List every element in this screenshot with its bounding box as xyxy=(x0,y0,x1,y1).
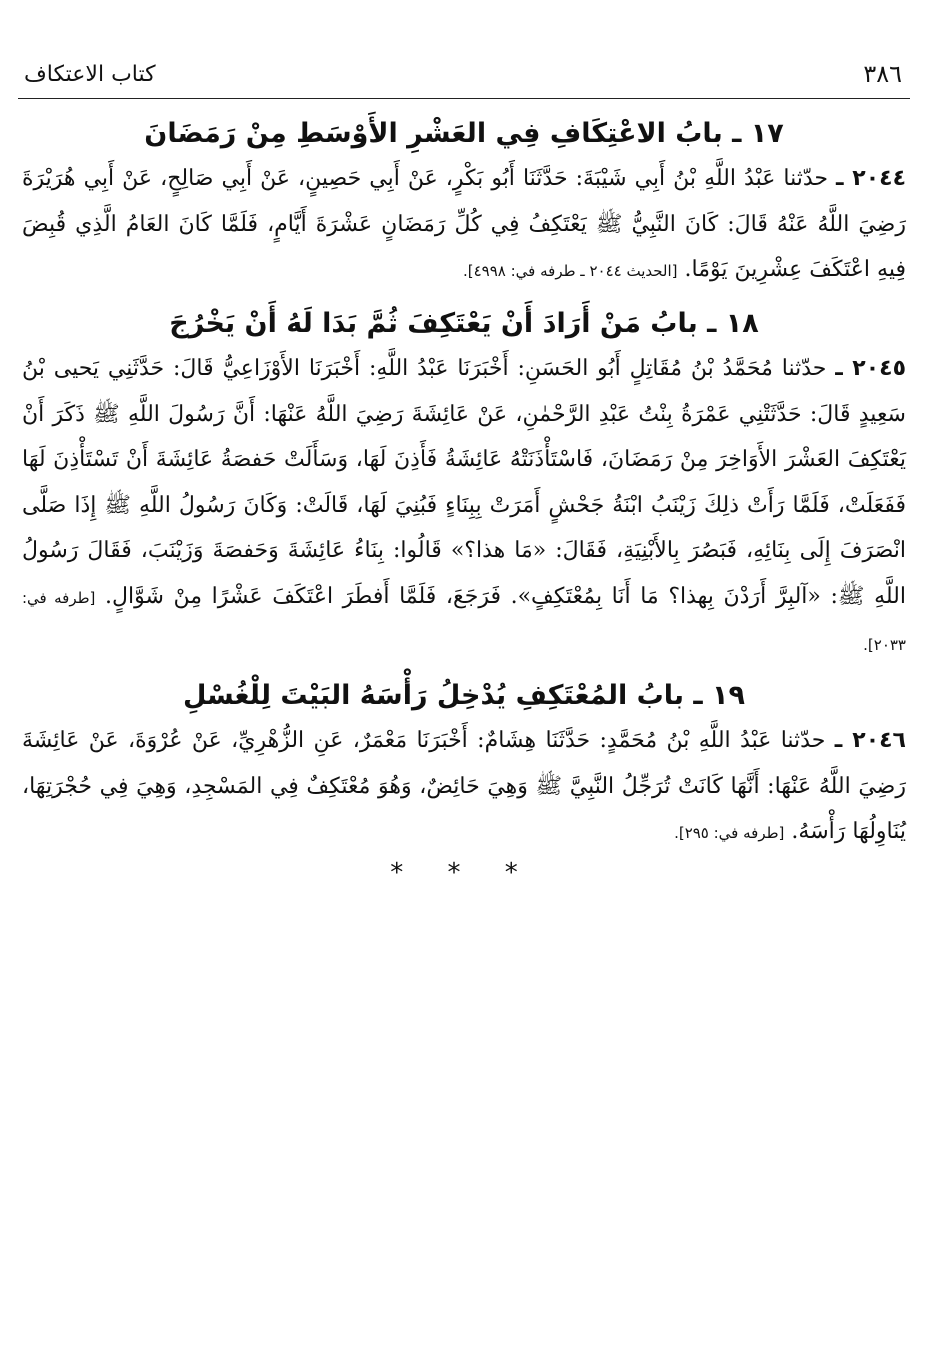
cross-reference: [الحديث ٢٠٤٤ ـ طرفه في: ٤٩٩٨]. xyxy=(462,262,678,280)
hadith-2046 xyxy=(22,718,906,857)
chapter-18 xyxy=(22,302,906,669)
hadith-2044 xyxy=(22,156,906,295)
cross-reference: [طرفه في: ٢٩٥]. xyxy=(674,824,785,842)
hadith-body: حدّثنا مُحَمَّدُ بْنُ مُقَاتِلٍ أَبُو الحَسَنِ: أَخْبَرَنَا عَبْدُ اللَّهِ: أَخْبَرَنَا الأَوْزَاعِيُّ قَالَ: حَدَّثَنِي يَحيى بْنُ سَعِيدٍ قَالَ: حَدَّثَتْنِي عَمْرَةُ بِنْتُ عَبْدِ الرَّحْمٰنِ، عَنْ عَائِشَةَ رَضِيَ اللَّهُ عَنْهَا: أَنَّ رَسُولَ اللَّهِ ﷺ ذَكَرَ أَنْ يَعْتَكِفَ العَشْرَ الأَوَاخِرَ مِنْ رَمَضَانَ، فَاسْتَأْذَنَتْهُ عَائِشَةُ فَأَذِنَ لَهَا، وَسَأَلَتْ حَفصَةُ عَائِشَةَ أَنْ تَسْتَأْذِنَ لَهَا فَفَعَلَتْ، فَلَمَّا رَأَتْ ذلِكَ زَيْنَبُ ابْنَةُ جَحْشٍ أَمَرَتْ بِبِنَاءٍ فَبُنِيَ لَهَا، قَالَتْ: وَكَانَ رَسُولُ اللَّهِ ﷺ إِذَا صَلَّى انْصَرَفَ إِلَى بِنَائِهِ، فَبَصُرَ بِالأَبْنِيَةِ، فَقَالَ: «مَا هذا؟» قَالُوا: بِنَاءُ عَائِشَةَ وَحَفصَةَ وَزَيْنَبَ، فَقَالَ رَسُولُ اللَّهِ ﷺ: «آلبِرَّ أَرَدْنَ بِهذا؟ مَا أَنَا بِمُعْتَكِفٍ». فَرَجَعَ، فَلَمَّا أَفطَرَ اعْتَكَفَ عَشْرًا مِنْ شَوَّالٍ. xyxy=(22,356,906,609)
hadith-number: ٢٠٤٤ ـ xyxy=(836,166,906,191)
hadith-2045 xyxy=(22,346,906,669)
chapter-heading: ١٧ ـ بابُ الاعْتِكَافِ فِي العَشْرِ الأَوْسَطِ مِنْ رَمَضَانَ xyxy=(144,118,784,149)
chapter-heading: ١٩ ـ بابُ المُعْتَكِفِ يُدْخِلُ رَأْسَهُ البَيْتَ لِلْغُسْلِ xyxy=(182,680,746,711)
hadith-number: ٢٠٤٥ ـ xyxy=(835,356,906,381)
section-end-asterisks: * * * xyxy=(390,858,536,888)
chapter-19 xyxy=(22,674,906,857)
chapter-heading: ١٨ ـ بابُ مَنْ أَرَادَ أَنْ يَعْتَكِفَ ثُمَّ بَدَا لَهُ أَنْ يَخْرُجَ xyxy=(169,308,759,339)
page-number: ٣٨٦ xyxy=(863,60,902,88)
chapter-17 xyxy=(22,112,906,295)
hadith-number: ٢٠٤٦ ـ xyxy=(834,728,906,753)
hadith-body: حدّثنا عَبْدُ اللَّهِ بْنُ أَبِي شَيْبَةَ: حَدَّثَنَا أَبُو بَكْرٍ، عَنْ أَبِي حَصِينٍ، عَنْ أَبِي صَالِحٍ، عَنْ أَبِي هُرَيْرَةَ رَضِيَ اللَّهُ عَنْهُ قَالَ: كَانَ النَّبِيُّ ﷺ يَعْتَكِفُ فِي كُلِّ رَمَضَانٍ عَشْرَةَ أَيَّامٍ، فَلَمَّا كَانَ العَامُ الَّذِي قُبِضَ فِيهِ اعْتَكَفَ عِشْرِينَ يَوْمًا. xyxy=(22,166,906,282)
book-title: كتاب الاعتكاف xyxy=(24,62,156,87)
page-header xyxy=(18,58,908,98)
cross-reference: [طرفه في: ٢٠٣٣]. xyxy=(22,588,906,654)
header-rule xyxy=(18,98,910,99)
hadith-body: حدّثنا عَبْدُ اللَّهِ بْنُ مُحَمَّدٍ: حَدَّثَنَا هِشَامٌ: أَخْبَرَنَا مَعْمَرٌ، عَنِ الزُّهْرِيِّ، عَنْ عُرْوَةَ، عَنْ عَائِشَةَ رَضِيَ اللَّهُ عَنْهَا: أَنَّهَا كَانَتْ تُرَجِّلُ النَّبِيَّ ﷺ وَهِيَ حَائِضٌ، وَهُوَ مُعْتَكِفٌ فِي المَسْجِدِ، وَهِيَ فِي حُجْرَتِهَا، يُنَاوِلُهَا رَأْسَهُ. xyxy=(22,728,906,844)
